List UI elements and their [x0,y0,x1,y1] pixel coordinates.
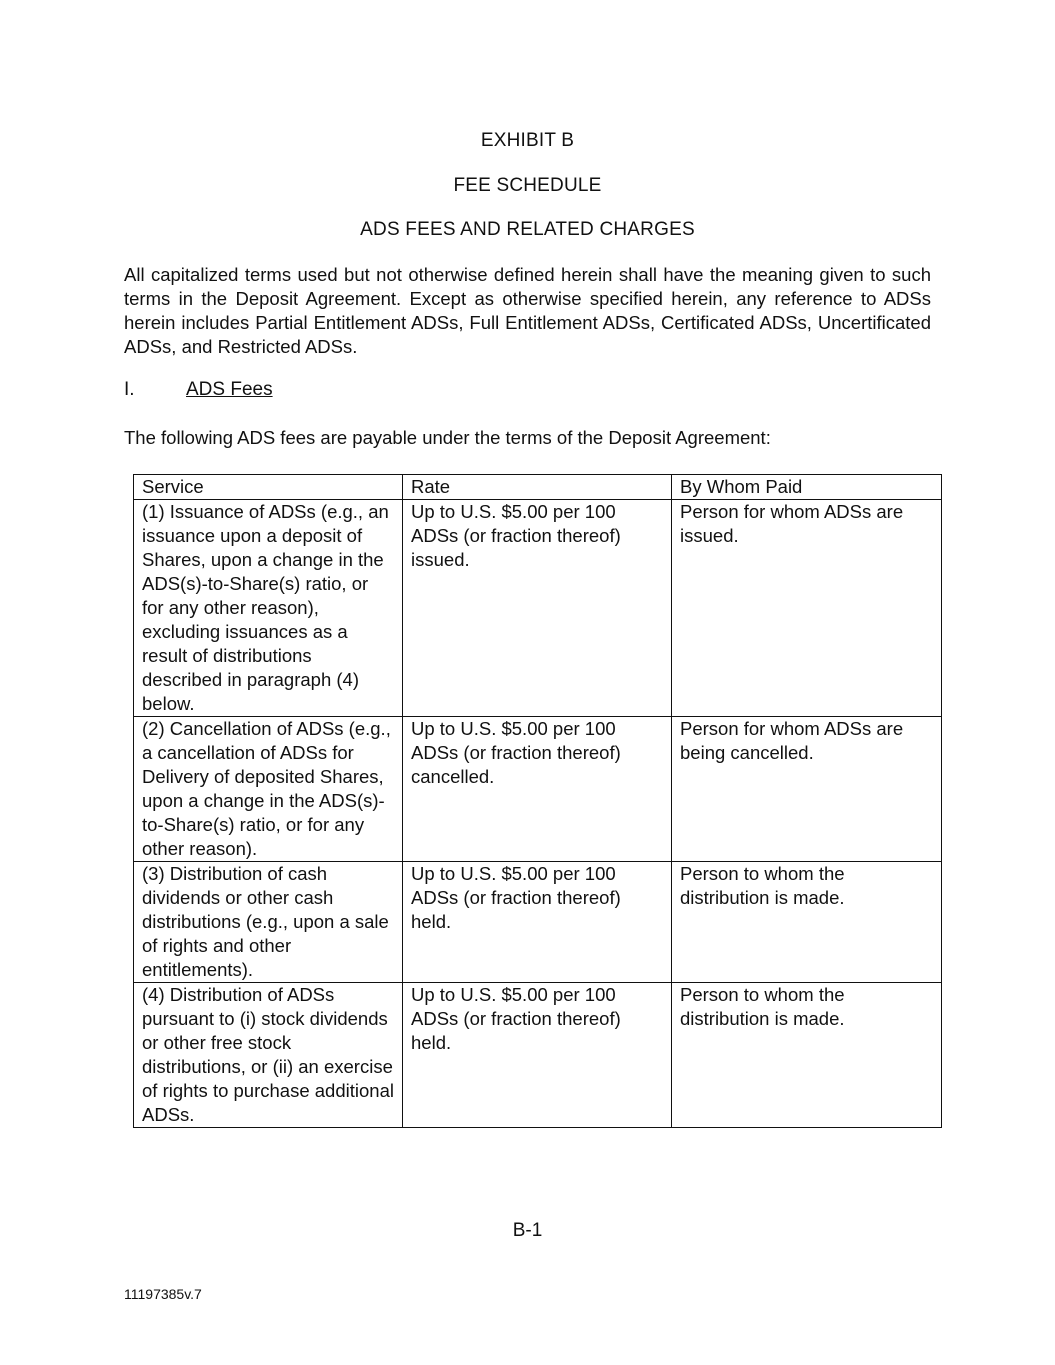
schedule-heading: FEE SCHEDULE [453,175,602,196]
section-heading [124,379,273,401]
header-payer: By Whom Paid [672,475,942,500]
service-cell: (2) Cancellation of ADSs (e.g., a cancellation of ADSs for Delivery of deposited Shares, upon a change in the ADS(s)-to-Share(s) ratio, or for any other reason). [134,717,403,862]
service-cell: (4) Distribution of ADSs pursuant to (i) stock dividends or other free stock distributions, or (ii) an exercise of rights to purchase additional ADSs. [134,983,403,1128]
rate-cell: Up to U.S. $5.00 per 100 ADSs (or fraction thereof) held. [403,983,672,1128]
table-row [134,500,942,717]
payer-cell: Person for whom ADSs are issued. [672,500,942,717]
payer-cell: Person to whom the distribution is made. [672,983,942,1128]
table-row [134,983,942,1128]
fee-table [133,474,942,1128]
rate-cell: Up to U.S. $5.00 per 100 ADSs (or fraction thereof) cancelled. [403,717,672,862]
document-id: 11197385v.7 [124,1286,202,1302]
section-title: ADS Fees [186,379,273,400]
lead-paragraph: The following ADS fees are payable under the terms of the Deposit Agreement: [124,427,771,448]
payer-cell: Person to whom the distribution is made. [672,862,942,983]
rate-cell: Up to U.S. $5.00 per 100 ADSs (or fraction thereof) held. [403,862,672,983]
rate-cell: Up to U.S. $5.00 per 100 ADSs (or fraction thereof) issued. [403,500,672,717]
service-cell: (1) Issuance of ADSs (e.g., an issuance upon a deposit of Shares, upon a change in the ADS(s)-to-Share(s) ratio, or for any other reason), excluding issuances as a result of distributions described in paragraph (4) below. [134,500,403,717]
header-rate: Rate [403,475,672,500]
payer-cell: Person for whom ADSs are being cancelled. [672,717,942,862]
exhibit-heading: EXHIBIT B [480,130,575,151]
page-number: B-1 [512,1220,543,1241]
table-row [134,862,942,983]
intro-paragraph: All capitalized terms used but not otherwise defined herein shall have the meaning given to such terms in the Deposit Agreement. Except as otherwise specified herein, any reference to ADSs herein includes Partial Entitlement ADSs, Full Entitlement ADSs, Certificated ADSs, Uncertificated ADSs, and Restricted ADSs. [124,264,931,357]
table-row [134,717,942,862]
subtitle-heading: ADS FEES AND RELATED CHARGES [360,219,695,240]
service-cell: (3) Distribution of cash dividends or other cash distributions (e.g., upon a sale of rights and other entitlements). [134,862,403,983]
section-number: I. [124,379,135,400]
header-service: Service [134,475,403,500]
table-header-row [134,475,942,500]
